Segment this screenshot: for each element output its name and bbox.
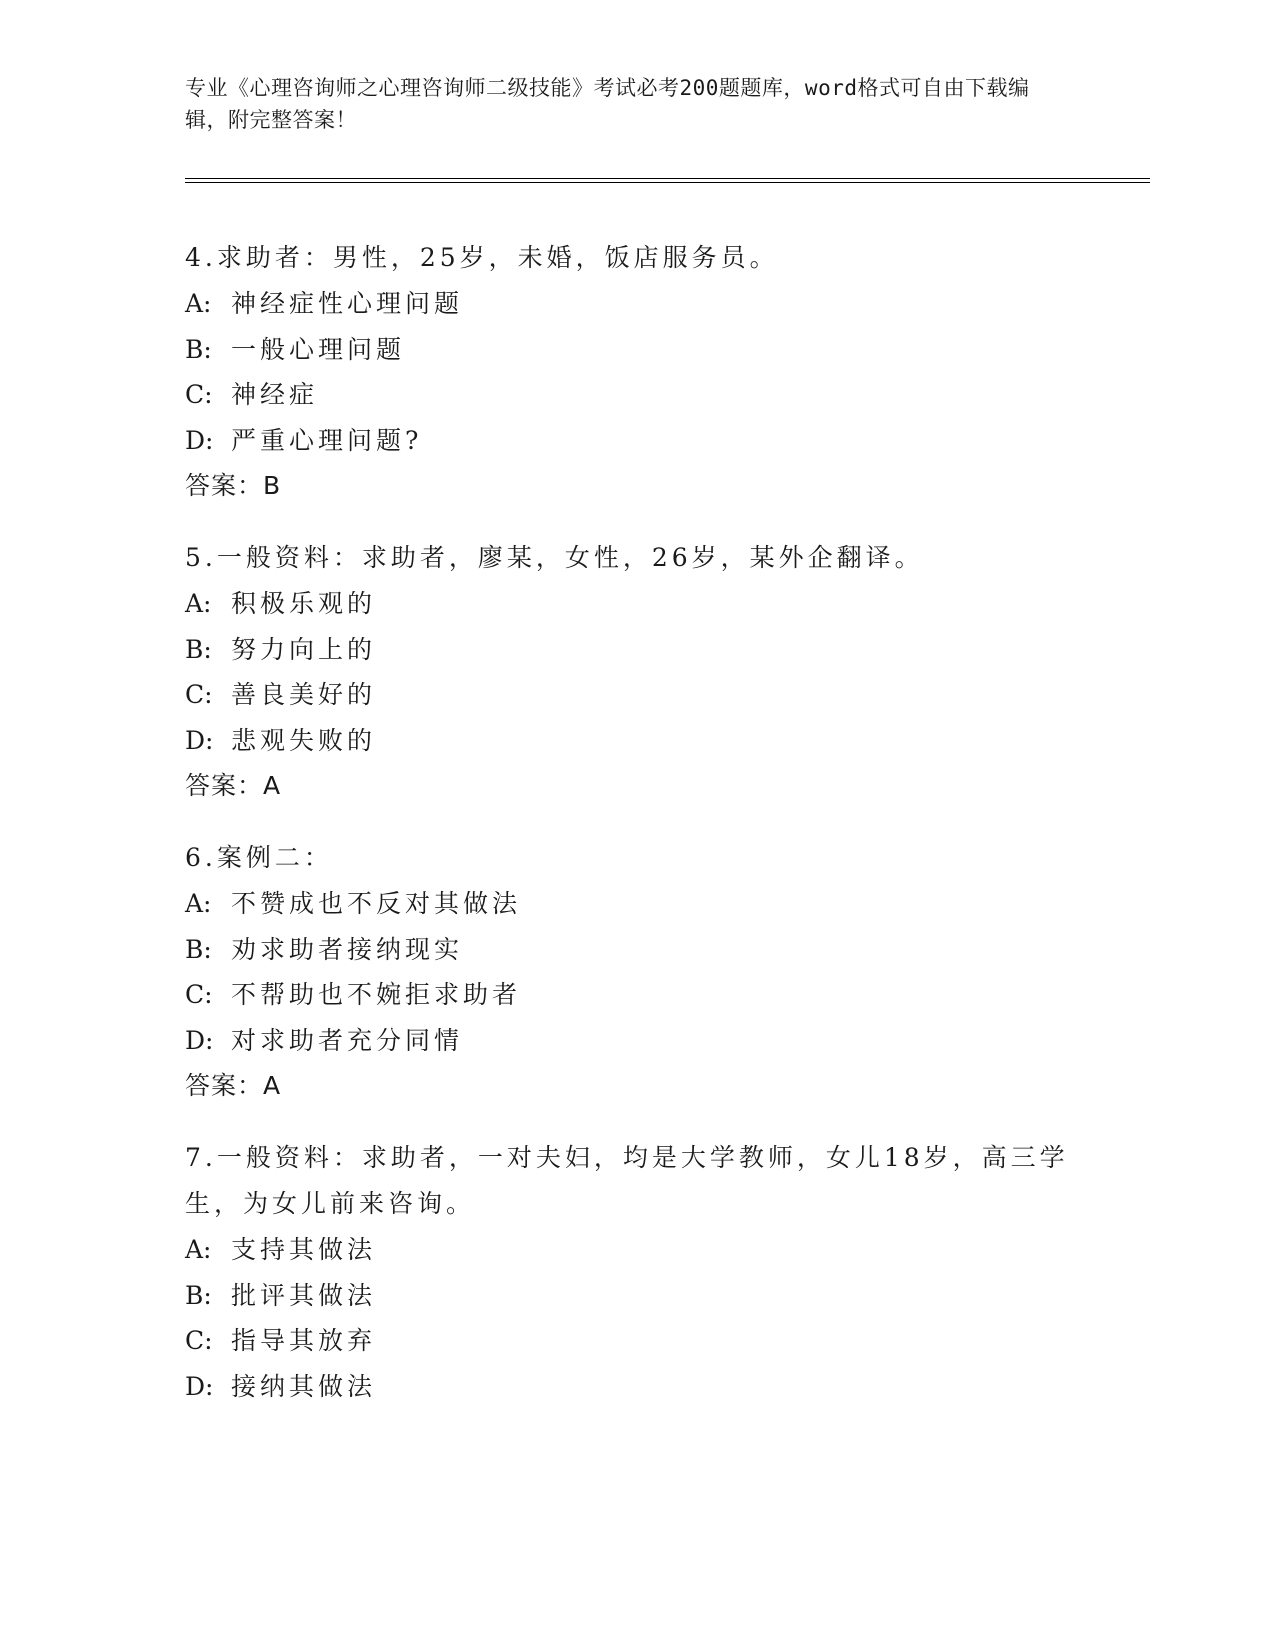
option-key: A:	[185, 289, 212, 318]
option-key: D:	[185, 425, 214, 455]
option-key: D:	[185, 725, 214, 755]
option-d	[185, 1364, 1085, 1410]
option-c	[185, 372, 1085, 418]
option-text: 不赞成也不反对其做法	[231, 889, 522, 918]
option-text: 努力向上的	[231, 634, 377, 664]
question-stem: 6.案例二：	[185, 843, 333, 872]
option-key: C:	[185, 680, 213, 709]
option-text: 指导其放弃	[231, 1326, 377, 1355]
header-divider-bottom	[185, 182, 1150, 183]
option-c	[185, 1318, 1085, 1364]
option-text: 善良美好的	[231, 680, 377, 709]
option-text: 支持其做法	[231, 1235, 377, 1264]
question-6	[185, 835, 1085, 1109]
option-text: 严重心理问题?	[231, 425, 423, 455]
question-stem: 7.一般资料：求助者，一对夫妇，均是大学教师，女儿18岁，高三学生，为女儿前来咨询。	[185, 1143, 1069, 1218]
answer-line: 答案：A	[185, 1071, 282, 1100]
option-d	[185, 418, 1085, 464]
answer-line: 答案：A	[185, 771, 282, 800]
option-d	[185, 718, 1085, 764]
option-text: 积极乐观的	[231, 589, 377, 618]
option-text: 不帮助也不婉拒求助者	[231, 980, 522, 1009]
option-b	[185, 1273, 1085, 1319]
option-key: A:	[185, 1235, 212, 1264]
option-a	[185, 281, 1085, 327]
option-d	[185, 1018, 1085, 1064]
option-key: B:	[185, 1280, 212, 1310]
header-divider-top	[185, 178, 1150, 179]
option-c	[185, 672, 1085, 718]
option-text: 一般心理问题	[231, 334, 406, 364]
option-key: B:	[185, 334, 212, 364]
option-text: 劝求助者接纳现实	[231, 934, 464, 964]
question-4	[185, 235, 1085, 509]
option-key: B:	[185, 934, 212, 964]
option-key: A:	[185, 889, 212, 918]
document-header: 专业《心理咨询师之心理咨询师二级技能》考试必考200题题库，word格式可自由下载编辑，附完整答案！	[185, 76, 1030, 132]
answer-line: 答案：B	[185, 471, 282, 500]
option-key: C:	[185, 380, 213, 409]
question-stem: 4.求助者：男性，25岁，未婚，饭店服务员。	[185, 243, 779, 272]
option-text: 神经症性心理问题	[231, 289, 464, 318]
option-key: D:	[185, 1371, 214, 1401]
question-5	[185, 535, 1085, 809]
question-stem: 5.一般资料：求助者，廖某，女性，26岁，某外企翻译。	[185, 543, 924, 572]
option-text: 对求助者充分同情	[231, 1025, 464, 1055]
question-7	[185, 1135, 1085, 1409]
option-b	[185, 627, 1085, 673]
option-text: 神经症	[231, 380, 319, 409]
option-key: A:	[185, 589, 212, 618]
option-key: C:	[185, 1326, 213, 1355]
option-text: 批评其做法	[231, 1280, 377, 1310]
option-b	[185, 927, 1085, 973]
option-a	[185, 581, 1085, 627]
question-list	[185, 235, 1085, 1435]
option-key: D:	[185, 1025, 214, 1055]
option-text: 悲观失败的	[231, 725, 377, 755]
option-a	[185, 1227, 1085, 1273]
option-key: C:	[185, 980, 213, 1009]
option-a	[185, 881, 1085, 927]
option-key: B:	[185, 634, 212, 664]
option-b	[185, 327, 1085, 373]
option-text: 接纳其做法	[231, 1371, 377, 1401]
option-c	[185, 972, 1085, 1018]
